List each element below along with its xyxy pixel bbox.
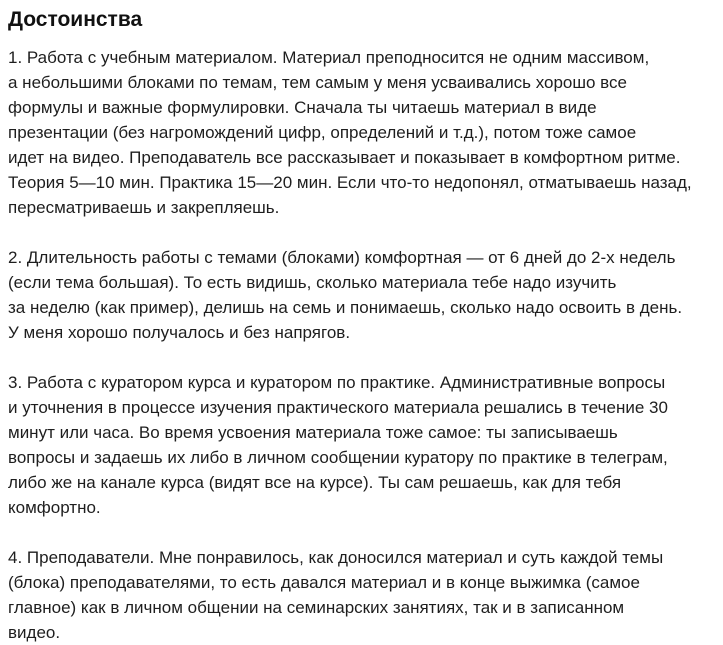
text-line: Теория 5—10 мин. Практика 15—20 мин. Если что-то недопонял, отматываешь назад, [8,173,692,192]
text-line: минут или часа. Во время усвоения материала тоже самое: ты записываешь [8,423,618,442]
text-line: главное) как в личном общении на семинарских занятиях, так и в записанном [8,598,625,617]
advantage-paragraph-3 [8,370,713,520]
text-line: презентации (без нагромождений цифр, определений и т.д.), потом тоже самое [8,123,637,142]
section-heading: Достоинства [8,8,143,31]
text-line: (блока) преподавателями, то есть давался материал и в конце выжимка (самое [8,573,640,592]
text-line: У меня хорошо получалось и без напрягов. [8,323,351,342]
text-line: вопросы и задаешь их либо в личном сообщении куратору по практике в телеграм, [8,448,668,467]
text-line: 4. Преподаватели. Мне понравилось, как доносился материал и суть каждой темы [8,548,664,567]
advantages-list [8,45,713,645]
text-line: за неделю (как пример), делишь на семь и понимаешь, сколько надо освоить в день. [8,298,683,317]
text-line: пересматриваешь и закрепляешь. [8,198,280,217]
text-line: либо же на канале курса (видят все на курсе). Ты сам решаешь, как для тебя [8,473,622,492]
text-line: 1. Работа с учебным материалом. Материал преподносится не одним массивом, [8,48,650,67]
advantage-paragraph-4 [8,545,713,645]
text-line: формулы и важные формулировки. Сначала ты читаешь материал в виде [8,98,597,117]
text-line: 3. Работа с куратором курса и куратором по практике. Административные вопросы [8,373,666,392]
text-line: идет на видео. Преподаватель все рассказывает и показывает в комфортном ритме. [8,148,681,167]
text-line: 2. Длительность работы с темами (блоками) комфортная — от 6 дней до 2-х недель [8,248,676,267]
text-line: видео. [8,623,61,642]
text-line: (если тема большая). То есть видишь, сколько материала тебе надо изучить [8,273,617,292]
advantage-paragraph-2 [8,245,713,345]
text-line: комфортно. [8,498,101,517]
advantage-paragraph-1 [8,45,713,220]
text-line: и уточнения в процессе изучения практического материала решались в течение 30 [8,398,668,417]
text-line: а небольшими блоками по темам, тем самым у меня усваивались хорошо все [8,73,627,92]
